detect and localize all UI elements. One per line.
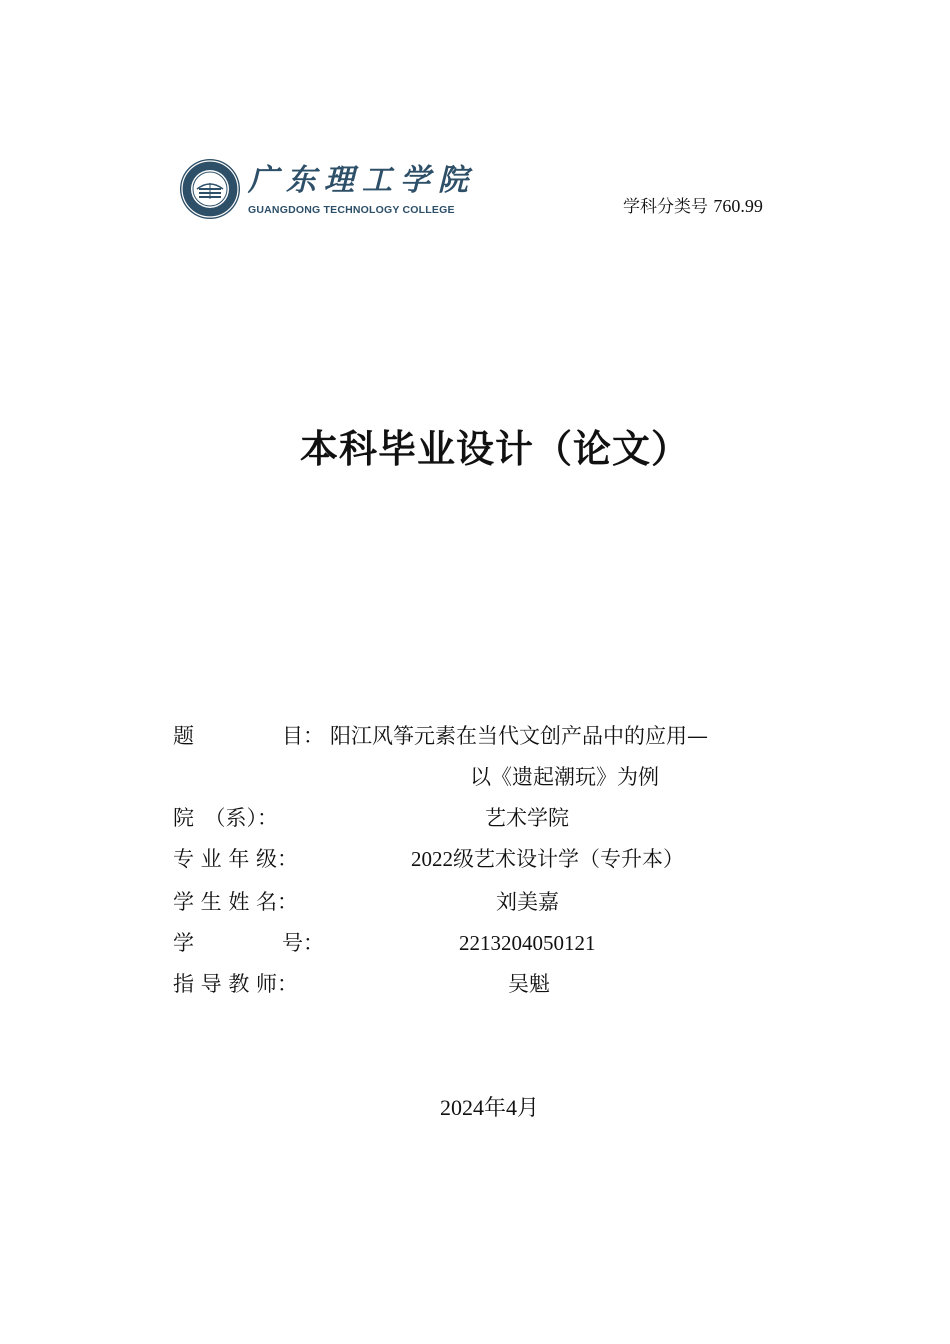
subject-classification: [623, 195, 763, 218]
advisor-value: 吴魁: [508, 972, 550, 996]
college-name-cn: 广东理工学院: [248, 162, 476, 198]
major-year-value: [411, 845, 684, 873]
document-title: 本科毕业设计（论文）: [299, 427, 690, 471]
date-year-suffix: 年: [484, 1096, 507, 1121]
student-id-label-last: 号：: [282, 931, 324, 955]
university-emblem-icon: [180, 159, 240, 219]
classification-number: 760.99: [713, 196, 763, 216]
student-id-label-first: 学: [173, 931, 194, 955]
student-name-value: 刘美嘉: [496, 890, 559, 914]
date-month-suffix: 月: [517, 1096, 540, 1121]
student-name-label: 学 生 姓 名：: [173, 890, 299, 914]
topic-value-line2: 以《遗起潮玩》为例: [470, 765, 659, 789]
topic-label-last: 目：: [282, 724, 324, 748]
student-id-value: 2213204050121: [459, 931, 596, 955]
major-year-number: 2022: [411, 847, 453, 871]
college-name-en: GUANGDONG TECHNOLOGY COLLEGE: [248, 203, 455, 216]
major-year-label: 专 业 年 级：: [173, 847, 299, 871]
topic-value-line1: 阳江风筝元素在当代文创产品中的应用—: [330, 724, 708, 748]
topic-label-first: 题: [173, 724, 194, 748]
date-month: 4: [506, 1095, 518, 1120]
date-year: 2024: [440, 1095, 484, 1120]
department-label: 院 （系）：: [173, 806, 278, 830]
classification-label: 学科分类号: [623, 197, 708, 217]
submission-date: [440, 1094, 539, 1123]
department-value: 艺术学院: [485, 806, 569, 830]
college-logo: [180, 159, 476, 219]
major-year-text: 级艺术设计学（专升本）: [453, 847, 684, 871]
advisor-label: 指 导 教 师：: [173, 972, 299, 996]
